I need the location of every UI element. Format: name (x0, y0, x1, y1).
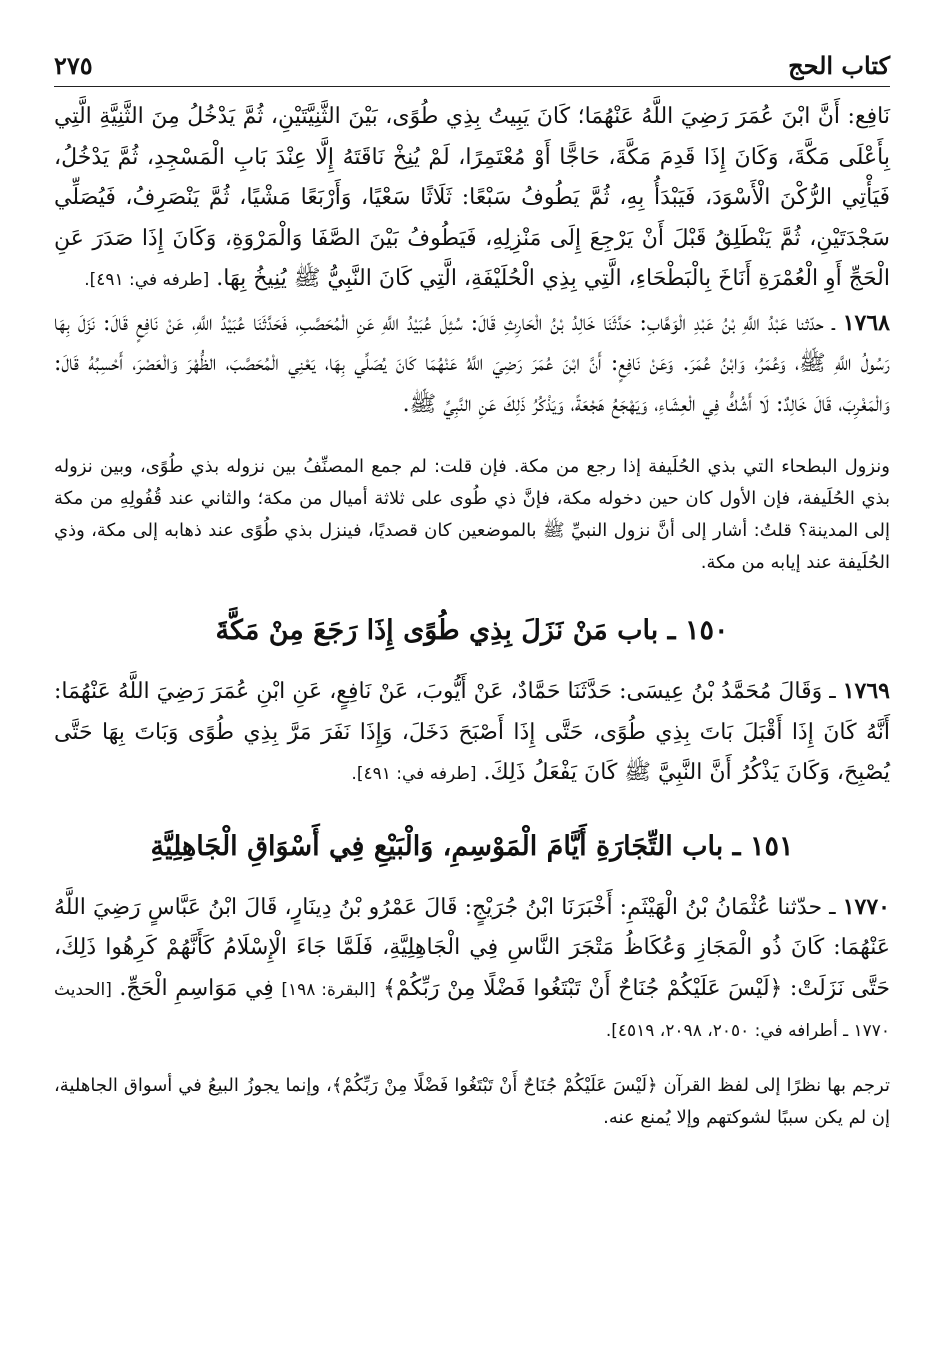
hadith-1770: ١٧٧٠ ـ حدّثنا عُثْمَانُ بْنُ الْهَيْثَمِ: أَخْبَرَنَا ابْنُ جُرَيْجٍ: قَالَ عَمْرُو بْنُ دِينَارٍ، قَالَ ابْنُ عَبَّاسٍ رَضِيَ اللَّهُ عَنْهُمَا: كَانَ ذُو الْمَجَازِ وَعُكَاظُ مَتْجَرَ النَّاسِ فِي الْجَاهِلِيَّةِ، فَلَمَّا جَاءَ الْإِسْلَامُ كَأَنَّهُمْ كَرِهُوا ذَلِكَ، حَتَّى نَزَلَتْ: ﴿لَيْسَ عَلَيْكُمْ جُنَاحٌ أَنْ تَبْتَغُوا فَضْلًا مِنْ رَبِّكُمْ﴾ [البقرة: ١٩٨] فِي مَوَاسِمِ الْحَجِّ. [الحديث ١٧٧٠ ـ أطرافه في: ٢٠٥٠، ٢٠٩٨، ٤٥١٩]. (54, 893, 890, 1041)
hadith-1768: ١٧٦٨ ـ حدّثنا عَبْدُ اللَّهِ بْنُ عَبْدِ الْوَهَّابِ: حَدَّثَنَا خَالِدُ بْنُ الْحَارِثِ قَالَ: سُئِلَ عُبَيْدُ اللَّهِ عَنِ الْمُحَصَّبِ، فَحَدَّثَنَا عُبَيْدُ اللَّهِ، عَنْ نَافِعٍ قَالَ: نَزَلَ بِهَا رَسُولُ اللَّهِ ﷺ، وَعُمَرُ، وَابْنُ عُمَرَ. وَعَنْ نَافِعٍ: أَنَّ ابْنَ عُمَرَ رَضِيَ اللَّهُ عَنْهُمَا كَانَ يُصَلِّي بِهَا، يَعْنِي الْمُحَصَّبَ، الظُّهْرَ وَالْعَصْرَ، أَحْسِبُهُ قَالَ: وَالْمَغْرِبَ، قَالَ خَالِدٌ: لَا أَشُكُّ فِي الْعِشَاءِ، وَيَهْجَعُ هَجْعَةً، وَيَذْكُرُ ذَلِكَ عَنِ النَّبِيِّ ﷺ. (54, 309, 890, 417)
hadith-tail: فِي مَوَاسِمِ الْحَجِّ. (119, 975, 274, 1001)
hadith-number: ١٧٧٠ (842, 893, 890, 920)
cross-reference: [طرفه في: ٤٩١]. (351, 764, 477, 784)
page (54, 40, 890, 1134)
running-header (54, 40, 890, 87)
commentary-text: ونزول البطحاء التي بذي الحُلَيفة إذا رجع من مكة. فإن قلت: لم جمع المصنِّفُ بين نزوله بذي طُوًى، وبين نزوله بذي الحُلَيفة، فإن الأول كان حين دخوله مكة، فإنَّ ذي طُوى على ثلاثة أميال من مكة؛ والثاني عند قُفُولِهِ من مكة إلى المدينة؟ قلتُ: أشار إلى أنَّ نزول النبيِّ ﷺ بالموضعين كان قصديًا، فينزل بذي طُوًى عند ذهابه إلى مكة، وذي الحُلَيفة عند إيابه من مكة. (54, 456, 890, 573)
hadith-1769: ١٧٦٩ ـ وَقَالَ مُحَمَّدُ بْنُ عِيسَى: حَدَّثَنَا حَمَّادٌ، عَنْ أَيُّوبَ، عَنْ نَافِعٍ، عَنِ ابْنِ عُمَرَ رَضِيَ اللَّهُ عَنْهُمَا: أَنَّهُ كَانَ إِذَا أَقْبَلَ بَاتَ بِذِي طُوًى، حَتَّى إِذَا أَصْبَحَ دَخَلَ، وَإِذَا نَفَرَ مَرَّ بِذِي طُوًى وَبَاتَ بِهَا حَتَّى يُصْبِحَ، وَكَانَ يَذْكُرُ أَنَّ النَّبِيَّ ﷺ كَانَ يَفْعَلُ ذَلِكَ. [طرفه في: ٤٩١]. (54, 678, 890, 785)
quran-reference: [البقرة: ١٩٨] (281, 979, 376, 1000)
page-number: ٢٧٥ (54, 51, 93, 80)
chapter-heading-150: ١٥٠ ـ باب مَنْ نَزَلَ بِذِي طُوًى إِذَا رَجَعَ مِنْ مَكَّةَ (215, 615, 729, 646)
hadith-text: وَقَالَ مُحَمَّدُ بْنُ عِيسَى: حَدَّثَنَا حَمَّادٌ، عَنْ أَيُّوبَ، عَنْ نَافِعٍ، عَنِ ابْنِ عُمَرَ رَضِيَ اللَّهُ عَنْهُمَا: أَنَّهُ كَانَ إِذَا أَقْبَلَ بَاتَ بِذِي طُوًى، حَتَّى إِذَا أَصْبَحَ دَخَلَ، وَإِذَا نَفَرَ مَرَّ بِذِي طُوًى وَبَاتَ بِهَا حَتَّى يُصْبِحَ، وَكَانَ يَذْكُرُ أَنَّ النَّبِيَّ ﷺ كَانَ يَفْعَلُ ذَلِكَ. (54, 679, 890, 785)
hadith-number: ١٧٦٨ (842, 309, 890, 336)
commentary-1 (54, 451, 890, 579)
chapter-heading-151: ١٥١ ـ باب التِّجَارَةِ أَيَّامَ الْمَوْسِمِ، وَالْبَيْعِ فِي أَسْوَاقِ الْجَاهِلِيَّةِ (150, 830, 794, 862)
hadith-1767-continuation (54, 97, 890, 301)
commentary-2 (54, 1070, 890, 1134)
hadith-text: حدّثنا عَبْدُ اللَّهِ بْنُ عَبْدِ الْوَهَّابِ: حَدَّثَنَا خَالِدُ بْنُ الْحَارِثِ قَالَ: سُئِلَ عُبَيْدُ اللَّهِ عَنِ الْمُحَصَّبِ، فَحَدَّثَنَا عُبَيْدُ اللَّهِ، عَنْ نَافِعٍ قَالَ: نَزَلَ بِهَا رَسُولُ اللَّهِ ﷺ، وَعُمَرُ، وَابْنُ عُمَرَ. وَعَنْ نَافِعٍ: أَنَّ ابْنَ عُمَرَ رَضِيَ اللَّهُ عَنْهُمَا كَانَ يُصَلِّي بِهَا، يَعْنِي الْمُحَصَّبَ، الظُّهْرَ وَالْعَصْرَ، أَحْسِبُهُ قَالَ: وَالْمَغْرِبَ، قَالَ خَالِدٌ: لَا أَشُكُّ فِي الْعِشَاءِ، وَيَهْجَعُ هَجْعَةً، وَيَذْكُرُ ذَلِكَ عَنِ النَّبِيِّ ﷺ. (54, 310, 890, 417)
commentary-text: ترجم بها نظرًا إلى لفظ القرآن ﴿لَيْسَ عَلَيْكُمْ جُنَاحٌ أَنْ تَبْتَغُوا فَضْلًا مِنْ رَبِّكُمْ﴾، وإنما يجوزُ البيعُ في أسواق الجاهلية، إن لم يكن سببًا لشوكتهم وإلا يُمنع عنه. (54, 1074, 890, 1128)
hadith-text: نَافِع: أَنَّ ابْنَ عُمَرَ رَضِيَ اللَّهُ عَنْهُمَا؛ كَانَ يَبِيتُ بِذِي طُوًى، بَيْنَ الثَّنِيَّتَيْنِ، ثُمَّ يَدْخُلُ مِنَ الثَّنِيَّةِ الَّتِي بِأَعْلَى مَكَّةَ، وَكَانَ إِذَا قَدِمَ مَكَّةَ، حَاجًّا أَوْ مُعْتَمِرًا، لَمْ يُنِخْ نَاقَتَهُ إِلَّا عِنْدَ بَابِ الْمَسْجِدِ، ثُمَّ يَدْخُلُ، فَيَأْتِي الرُّكْنَ الْأَسْوَدَ، فَيَبْدَأُ بِهِ، ثُمَّ يَطُوفُ سَبْعًا: ثَلَاثًا سَعْيًا، وَأَرْبَعًا مَشْيًا، ثُمَّ يَنْصَرِفُ، فَيُصَلِّي سَجْدَتَيْنِ، ثُمَّ يَنْطَلِقُ قَبْلَ أَنْ يَرْجِعَ إِلَى مَنْزِلِهِ، فَيَطُوفُ بَيْنَ الصَّفَا وَالْمَرْوَةِ، وَكَانَ إِذَا صَدَرَ عَنِ الْحَجِّ أَوِ الْعُمْرَةِ أَنَاخَ بِالْبَطْحَاءِ، الَّتِي بِذِي الْحُلَيْفَةِ، الَّتِي كَانَ النَّبِيُّ ﷺ يُنِيخُ بِهَا. (54, 104, 890, 291)
cross-reference: [الحديث ١٧٧٠ ـ أطرافه في: ٢٠٥٠، ٢٠٩٨، ٤٥١٩]. (54, 979, 890, 1041)
cross-reference: [طرفه في: ٤٩١]. (84, 270, 210, 290)
hadith-text: حدّثنا عُثْمَانُ بْنُ الْهَيْثَمِ: أَخْبَرَنَا ابْنُ جُرَيْجٍ: قَالَ عَمْرُو بْنُ دِينَارٍ، قَالَ ابْنُ عَبَّاسٍ رَضِيَ اللَّهُ عَنْهُمَا: كَانَ ذُو الْمَجَازِ وَعُكَاظُ مَتْجَرَ النَّاسِ فِي الْجَاهِلِيَّةِ، فَلَمَّا جَاءَ الْإِسْلَامُ كَأَنَّهُمْ كَرِهُوا ذَلِكَ، حَتَّى نَزَلَتْ: ﴿لَيْسَ عَلَيْكُمْ جُنَاحٌ أَنْ تَبْتَغُوا فَضْلًا مِنْ رَبِّكُمْ﴾ (54, 894, 890, 1001)
book-title: كتاب الحج (788, 51, 890, 80)
hadith-number: ١٧٦٩ (842, 678, 890, 704)
